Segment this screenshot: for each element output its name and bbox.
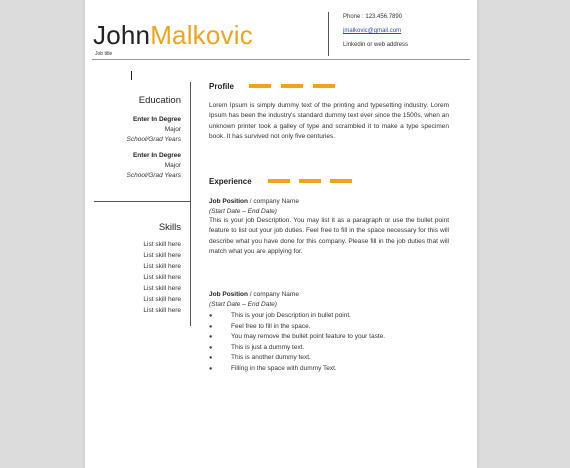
job-position: Job Position: [209, 291, 248, 298]
text-cursor: [131, 71, 132, 80]
accent-dash: [249, 84, 271, 88]
job-position: Job Position: [209, 198, 248, 205]
skill-item: List skill here: [143, 285, 181, 292]
education-school: School/Grad Years: [126, 172, 181, 179]
accent-dash: [330, 179, 352, 183]
experience-heading: Experience: [209, 177, 252, 186]
column-divider: [190, 82, 191, 326]
skill-item: List skill here: [143, 263, 181, 270]
contact-divider: [328, 12, 329, 56]
resume-page: [85, 0, 477, 468]
email-link[interactable]: jmalkovic@gmail.com: [343, 28, 402, 34]
job-dates: (Start Date – End Date): [209, 208, 277, 215]
accent-dash: [268, 179, 290, 183]
education-major: Major: [164, 162, 181, 169]
last-name: Malkovic: [150, 20, 253, 50]
candidate-name: [93, 20, 253, 50]
skill-item: List skill here: [143, 307, 181, 314]
job-bullet-list: [209, 311, 385, 374]
profile-text: Lorem Ipsum is simply dummy text of the printing and typesetting industry. Lorem Ipsum has been the industry's standard dummy text ever since the 1500s, when an unknown printer took a galley of type and scrambled it to make a type specimen book. It has survived not only five centuries.: [209, 102, 449, 141]
education-degree: Enter In Degree: [132, 116, 181, 123]
job-bullet: ● This is just a dummy text.: [209, 343, 385, 354]
skill-item: List skill here: [143, 241, 181, 248]
job-bullet: ● Filling in the space with dummy Text.: [209, 364, 385, 375]
job-bullet: ● Feel free to fill in the space.: [209, 322, 385, 333]
skills-heading: Skills: [158, 222, 181, 233]
job-header: [209, 198, 299, 205]
education-school: School/Grad Years: [126, 136, 181, 143]
education-major: Major: [164, 126, 181, 133]
accent-dash: [313, 84, 335, 88]
job-description: This is your job Description. You may list it as a paragraph or use the bullet point feature to list out your job duties. Feel free to fill in the space necessary for this will describe what you have done for this company. Please fill in the job duties that will match what you are applying for.: [209, 217, 449, 256]
skill-item: List skill here: [143, 274, 181, 281]
profile-heading: Profile: [209, 82, 234, 91]
job-bullet: ● You may remove the bullet point feature to your taste.: [209, 332, 385, 343]
left-section-divider: [94, 201, 190, 202]
skill-item: List skill here: [143, 296, 181, 303]
education-degree: Enter In Degree: [132, 152, 181, 159]
web-address: Linkedin or web address: [343, 42, 409, 48]
job-title: Job title: [95, 51, 113, 57]
education-heading: Education: [138, 95, 181, 106]
first-name: John: [93, 20, 151, 50]
job-header: [209, 291, 299, 298]
accent-dash: [281, 84, 303, 88]
skill-item: List skill here: [143, 252, 181, 259]
company-name: / company Name: [248, 291, 299, 298]
job-bullet: ● This is another dummy text.: [209, 353, 385, 364]
header-divider: [92, 59, 470, 60]
job-bullet: ● This is your job Description in bullet point.: [209, 311, 385, 322]
company-name: / company Name: [248, 198, 299, 205]
phone-text: Phone : 123.456.7890: [343, 14, 403, 20]
accent-dash: [299, 179, 321, 183]
job-dates: (Start Date – End Date): [209, 301, 277, 308]
